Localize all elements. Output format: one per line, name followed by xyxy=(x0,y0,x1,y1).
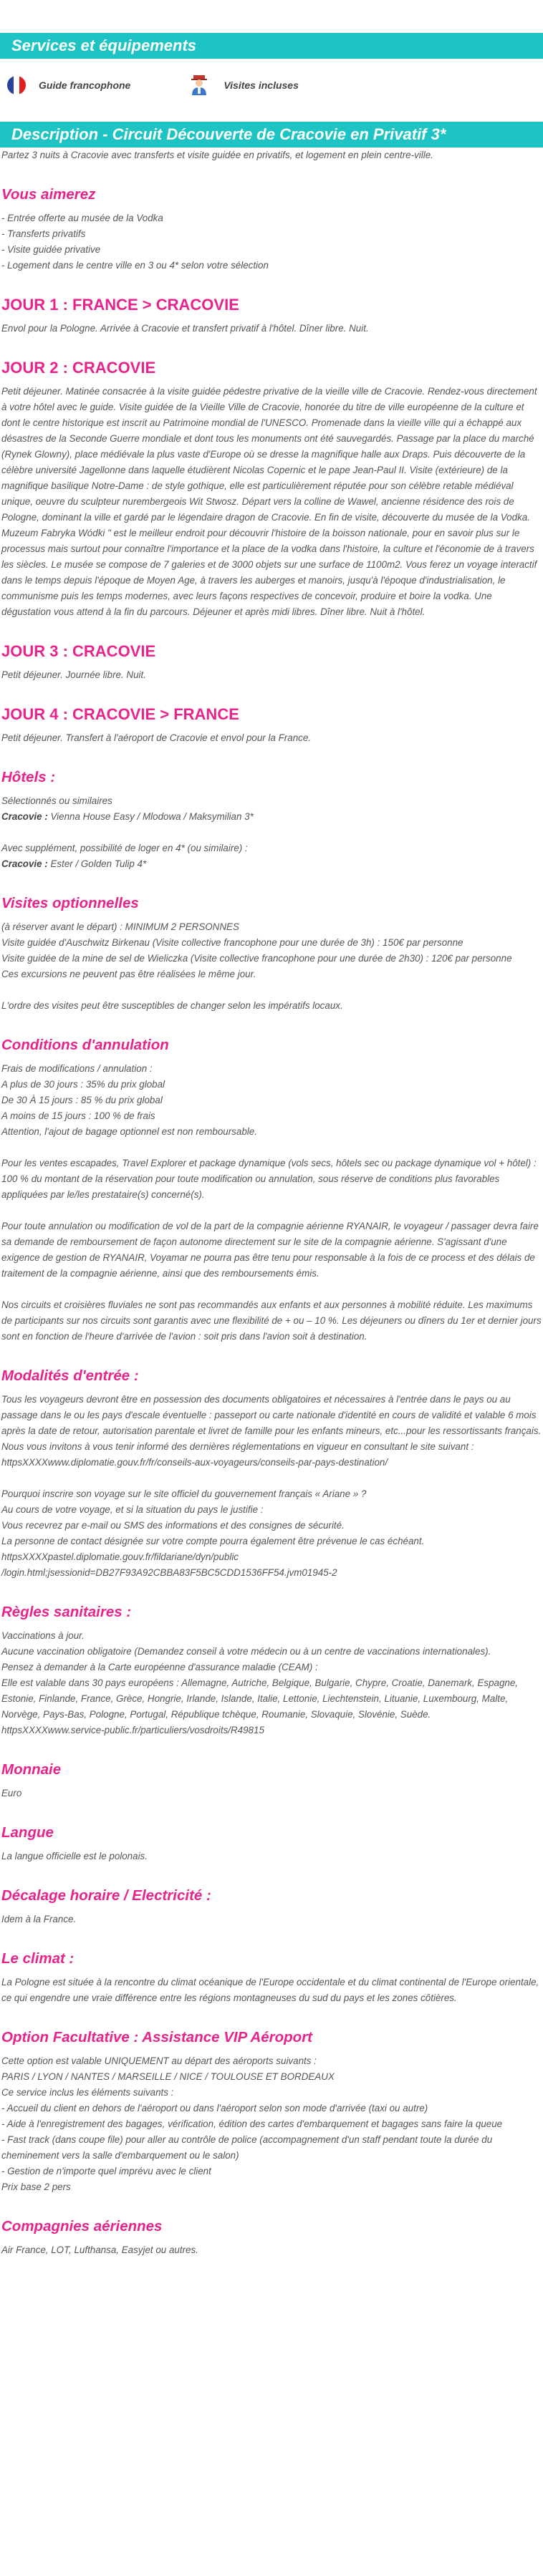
visites-block xyxy=(1,919,542,1014)
langue-text: La langue officielle est le polonais. xyxy=(1,1851,148,1861)
day-1-title: JOUR 1 : FRANCE > CRACOVIE xyxy=(1,296,239,314)
tour-guide-icon xyxy=(188,74,211,97)
services-list xyxy=(0,64,543,106)
vip-block xyxy=(1,2053,542,2195)
monnaie-text: Euro xyxy=(1,1788,22,1798)
climat-title: Le climat : xyxy=(1,1950,75,1967)
day-4-text: Petit déjeuner. Transfert à l'aéroport de Cracovie et envol pour la France. xyxy=(1,732,312,743)
day-3-title: JOUR 3 : CRACOVIE xyxy=(1,642,156,660)
visites-line: Visite guidée d'Auschwitz Birkenau (Visite collective francophone pour une durée de 3h) : 150€ par personne xyxy=(1,937,463,948)
aimerez-list xyxy=(1,210,542,273)
day-4-title: JOUR 4 : CRACOVIE > FRANCE xyxy=(1,705,239,723)
sanitaires-title: Règles sanitaires : xyxy=(1,1604,132,1620)
annulation-title: Conditions d'annulation xyxy=(1,1037,169,1053)
visites-line: Visite guidée de la mine de sel de Wieliczka (Visite collective francophone pour une durée de 2h30) : 120€ par personne xyxy=(1,953,512,964)
visites-title: Visites optionnelles xyxy=(1,895,139,911)
decalage-title: Décalage horaire / Electricité : xyxy=(1,1887,211,1904)
annulation-para: Pour les ventes escapades, Travel Explorer et package dynamique (vols secs, hôtels sec ou package dynamique vol + hôtel) : 100 % du montant de la réservation pour toute modification ou annulation, sous réserve de conditions plus favorables appliquées par le/les prestataire(s) concerné(s). xyxy=(1,1158,537,1200)
entree-line: Au cours de votre voyage, et si la situation du pays le justifie : xyxy=(1,1504,264,1515)
description-title: Description - Circuit Découverte de Cracovie en Privatif 3* xyxy=(11,125,446,143)
langue-title: Langue xyxy=(1,1824,54,1841)
compagnies-title: Compagnies aériennes xyxy=(1,2218,163,2234)
services-title: Services et équipements xyxy=(11,37,197,54)
day-2-title: JOUR 2 : CRACOVIE xyxy=(1,359,156,377)
day-3-text: Petit déjeuner. Journée libre. Nuit. xyxy=(1,669,146,680)
annulation-line: Frais de modifications / annulation : xyxy=(1,1063,153,1074)
visites-line: (à réserver avant le départ) : MINIMUM 2 PERSONNES xyxy=(1,921,239,932)
annulation-block xyxy=(1,1061,542,1345)
annulation-line: De 30 À 15 jours : 85 % du prix global xyxy=(1,1095,163,1105)
decalage-text: Idem à la France. xyxy=(1,1914,77,1924)
sanitaires-line: Aucune vaccination obligatoire (Demandez conseil à votre médecin ou à un centre de vaccinations internationales). xyxy=(1,1646,491,1657)
service-label: Guide francophone xyxy=(39,79,131,91)
service-label: Visites incluses xyxy=(224,79,299,91)
entree-line: Vous recevrez par e-mail ou SMS des informations et des consignes de sécurité. xyxy=(1,1520,345,1531)
hotels-line: Avec supplément, possibilité de loger en 4* (ou similaire) : xyxy=(1,843,248,853)
day-2-text: Petit déjeuner. Matinée consacrée à la visite guidée pédestre privative de la vieille ville de Cracovie. Rendez-vous directement à votre hôtel avec le guide. Visite guidée de la Vieille Ville de Cracovie, honorée du titre de ville européenne de la culture et dont le centre historique est inscrit au Patrimoine mondial de l'UNESCO. Promenade dans la vieille ville qui a échappé aux désastres de la Seconde Guerre mondiale et dont tous les monuments ont été sauvegardés. Passage par la place du marché (Rynek Glowny), place médiévale la plus vaste d'Europe où se dresse la magnifique halle aux Draps. Puis découverte de la célèbre université Jagellonne dans laquelle étudièrent Nicolas Copernic et le pape Jean-Paul II. Visite (extérieure) de la magnifique basilique Notre-Dame : de style gothique, elle est particulièrement réputée pour son célèbre retable médiéval unique, oeuvre du sculpteur nurembergeois Wit Stwosz. Départ vers la colline de Wawel, ancienne résidence des rois de Pologne, dominant la ville et gardé par le légendaire dragon de Cracovie. En fin de visite, découverte du musée de la Vodka. Muzeum Fabryka Wódki " est le meilleur endroit pour découvrir l'histoire de la boisson nationale, pour en savoir plus sur le processus mais surtout pour connaître l'importance et la place de la vodka dans l'histoire, la culture et l'économie de à travers les siècles. Le musée se compose de 7 galeries et de 3000 objets sur une surface de 1100m2. Vous ferez un voyage interactif dans le temps depuis l'époque de Moyen Age, à travers les auberges et manoirs, jusqu'à l'époque d'industrialisation, le communisme puis les temps modernes, avec leurs façons respectives de concevoir, produire et boire la vodka. Une dégustation vous attend à la fin du parcours. Déjeuner et après midi libres. Dîner libre. Nuit à l'hôtel. xyxy=(1,386,537,617)
hotels-line xyxy=(1,809,542,825)
content xyxy=(0,147,543,2258)
hotels-title: Hôtels : xyxy=(1,769,56,785)
entree-block xyxy=(1,1392,542,1581)
entree-link: httpsXXXXpastel.diplomatie.gouv.fr/fildariane/dyn/public xyxy=(1,1551,239,1562)
hotels-value: Ester / Golden Tulip 4* xyxy=(47,858,147,869)
vip-line: - Aide à l'enregistrement des bagages, vérification, édition des cartes d'embarquement et bagages sans faire la queue xyxy=(1,2119,503,2129)
hotels-city: Cracovie : xyxy=(1,811,48,822)
vip-line: - Accueil du client en dehors de l'aéroport ou dans l'aéroport selon son mode d'arrivée (taxi ou autre) xyxy=(1,2103,428,2113)
description-intro: Partez 3 nuits à Cracovie avec transferts et visite guidée en privatifs, et logement en plein centre-ville. xyxy=(1,150,433,160)
services-title-bar xyxy=(0,33,543,59)
hotels-city: Cracovie : xyxy=(1,858,48,869)
aimerez-title: Vous aimerez xyxy=(1,186,96,203)
list-item: - Entrée offerte au musée de la Vodka xyxy=(1,213,163,223)
annulation-line: Attention, l'ajout de bagage optionnel est non remboursable. xyxy=(1,1126,257,1137)
vip-line: Prix base 2 pers xyxy=(1,2182,71,2192)
hotels-line xyxy=(1,856,542,872)
vip-line: - Fast track (dans coupe file) pour aller au contrôle de police (accompagnement d'un staff pendant toute la durée du cheminement vers la salle d'embarquement ou le salon) xyxy=(1,2134,493,2161)
hotels-block xyxy=(1,793,542,872)
vip-line: Cette option est valable UNIQUEMENT au départ des aéroports suivants : xyxy=(1,2056,317,2066)
service-item-guide xyxy=(7,76,130,95)
annulation-line: A moins de 15 jours : 100 % de frais xyxy=(1,1110,155,1121)
vip-line: Ce service inclus les éléments suivants : xyxy=(1,2087,174,2098)
entree-line: La personne de contact désignée sur votre compte pourra également être prévenue le cas échéant. xyxy=(1,1536,425,1546)
climat-text: La Pologne est située à la rencontre du climat océanique de l'Europe occidentale et du climat continental de l'Europe orientale, ce qui engendre une vraie différence entre les régions montagneuses du sud du pays et les zones côtières. xyxy=(1,1977,539,2003)
entree-link: /login.html;jsessionid=DB27F93A92CBBA83F5BC5CDD1536FF54.jvm01945-2 xyxy=(1,1567,337,1578)
compagnies-text: Air France, LOT, Lufthansa, Easyjet ou autres. xyxy=(1,2245,198,2255)
monnaie-title: Monnaie xyxy=(1,1761,62,1778)
visites-line: Ces excursions ne peuvent pas être réalisées le même jour. xyxy=(1,969,256,979)
list-item: - Visite guidée privative xyxy=(1,244,101,255)
vip-line: - Gestion de n'importe quel imprévu avec le client xyxy=(1,2166,211,2176)
sanitaires-link: httpsXXXXwww.service-public.fr/particuliers/vosdroits/R49815 xyxy=(1,1725,264,1735)
vip-title: Option Facultative : Assistance VIP Aéroport xyxy=(1,2029,313,2045)
entree-title: Modalités d'entrée : xyxy=(1,1367,139,1384)
hotels-line: Sélectionnés ou similaires xyxy=(1,795,112,806)
visites-note: L'ordre des visites peut être susceptibles de changer selon les impératifs locaux. xyxy=(1,1000,343,1011)
list-item: - Transferts privatifs xyxy=(1,228,86,239)
annulation-para: Nos circuits et croisières fluviales ne sont pas recommandés aux enfants et aux personnes à mobilité réduite. Les maximums de participants sur nos circuits sont garantis avec une flexibilité de + ou – 10 %. Les déjeuners ou dîners du 1er et dernier jours sont en fonction de l'heure d'arrivée de l'avion : soit pris dans l'avion soit à destination. xyxy=(1,1299,542,1342)
sanitaires-line: Elle est valable dans 30 pays européens : Allemagne, Autriche, Belgique, Bulgarie, Chypre, Croatie, Danemark, Espagne, Estonie, Finlande, France, Grèce, Hongrie, Irlande, Islande, Italie, Lettonie, Liechtenstein, Lituanie, Luxembourg, Malte, Norvège, Pays-Bas, Pologne, Portugal, République tchèque, Roumanie, Slovaquie, Slovénie, Suède. xyxy=(1,1677,519,1720)
sanitaires-block xyxy=(1,1628,542,1738)
service-item-visites xyxy=(188,74,299,97)
entree-link-line: Nous vous invitons à vous tenir informé des dernières réglementations en vigueur en consultant le site suivant : httpsXXXXwww.diplomatie.gouv.fr/fr/conseils-aux-voyageurs/conseils-par-pays-destination/ xyxy=(1,1441,474,1468)
sanitaires-line: Vaccinations à jour. xyxy=(1,1630,85,1641)
hotels-value: Vienna House Easy / Mlodowa / Maksymilian 3* xyxy=(47,811,254,822)
annulation-para: Pour toute annulation ou modification de vol de la part de la compagnie aérienne RYANAIR, le voyageur / passager devra faire sa demande de remboursement de façon autonome directement sur le site de la compagnie aérienne. S'agissant d'une exigence de gestion de RYANAIR, Voyamar ne pourra pas être tenu pour responsable à la fois de ce process et des délais de traitement de la compagnie aérienne, ainsi que des remboursements émis. xyxy=(1,1221,539,1279)
annulation-line: A plus de 30 jours : 35% du prix global xyxy=(1,1079,165,1090)
entree-para: Tous les voyageurs devront être en possession des documents obligatoires et nécessaires à l'entrée dans le pays ou au passage dans le ou les pays d'escale éventuelle : passeport ou carte nationale d'identité en cours de validité et valable 6 mois après la date de retour, autorisation parentale et livret de famille pour les enfants mineurs, etc...pour les ressortissants français. xyxy=(1,1394,542,1436)
french-flag-icon xyxy=(7,76,26,95)
sanitaires-line: Pensez à demander à la Carte européenne d'assurance maladie (CEAM) : xyxy=(1,1662,318,1672)
day-1-text: Envol pour la Pologne. Arrivée à Cracovie et transfert privatif à l'hôtel. Dîner libre. Nuit. xyxy=(1,323,369,334)
entree-line: Pourquoi inscrire son voyage sur le site officiel du gouvernement français « Ariane » ? xyxy=(1,1488,367,1499)
list-item: - Logement dans le centre ville en 3 ou 4* selon votre sélection xyxy=(1,260,269,271)
vip-line: PARIS / LYON / NANTES / MARSEILLE / NICE / TOULOUSE ET BORDEAUX xyxy=(1,2071,335,2082)
description-title-bar xyxy=(0,122,543,147)
